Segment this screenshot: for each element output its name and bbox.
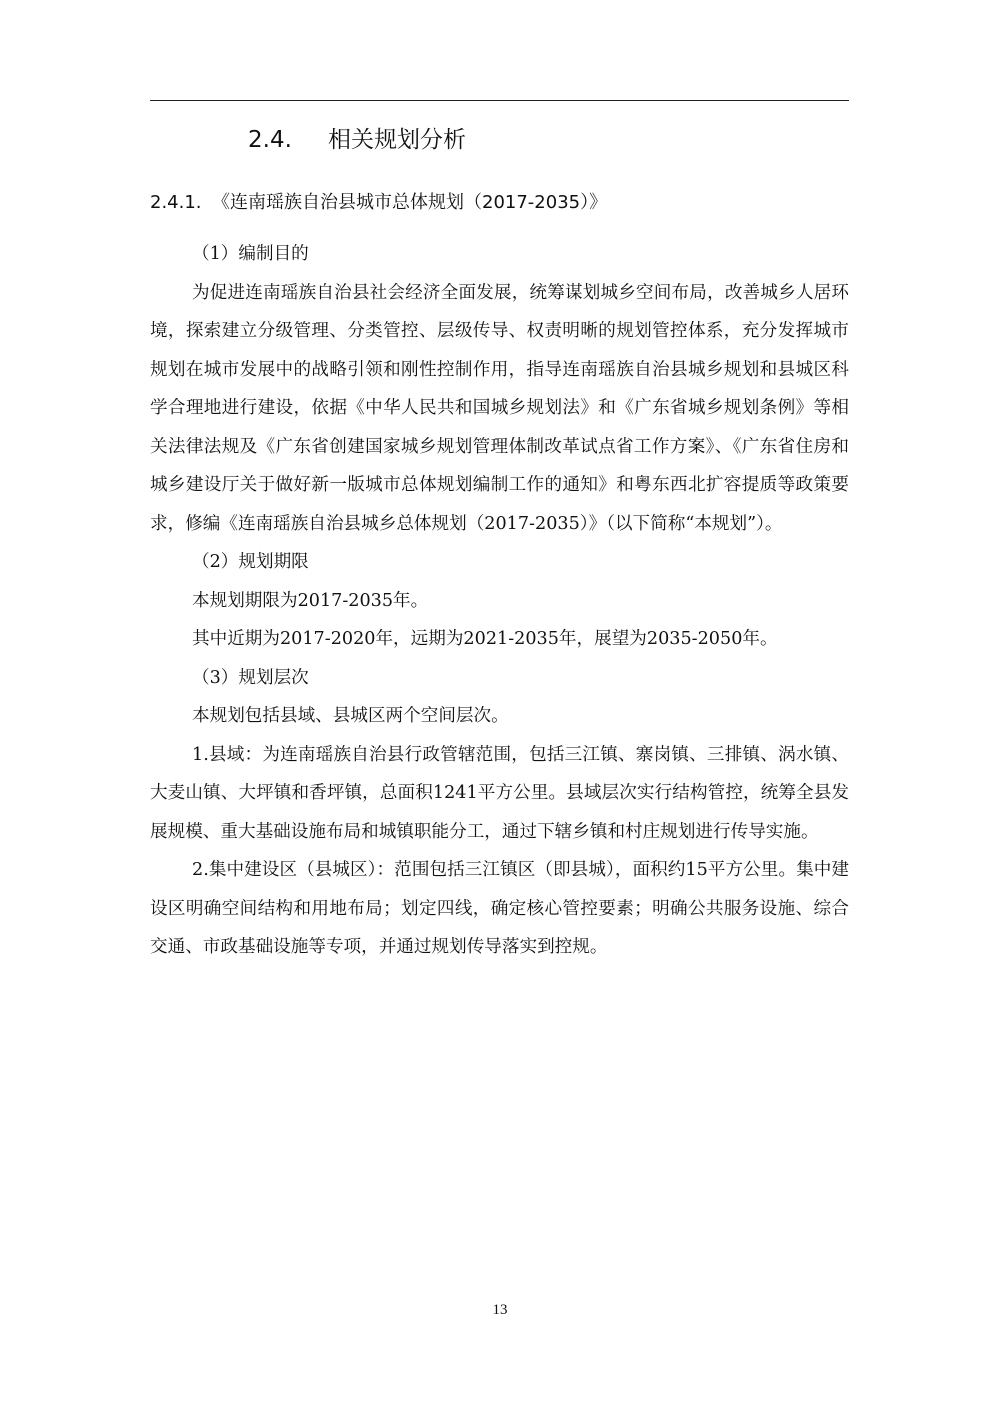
header-rule [150,100,849,101]
paragraph-county-town: 2.集中建设区（县城区）：范围包括三江镇区（即县城），面积约15平方公里。集中建设区明确空间结构和用地布局；划定四线，确定核心管控要素；明确公共服务设施、综合交通、市政基础设施等专项，并通过规划传导落实到控规。 [150,860,849,957]
paragraph-purpose: 为促进连南瑶族自治县社会经济全面发展，统筹谋划城乡空间布局，改善城乡人居环境，探索建立分级管理、分类管控、层级传导、权责明晰的规划管控体系，充分发挥城市规划在城市发展中的战略引领和刚性控制作用，指导连南瑶族自治县城乡规划和县城区科学合理地进行建设，依据《中华人民共和国城乡规划法》和《广东省城乡规划条例》等相关法律法规及《广东省创建国家城乡规划管理体制改革试点省工作方案》、《广东省住房和城乡建设厅关于做好新一版城市总体规划编制工作的通知》和粤东西北扩容提质等政策要求，修编《连南瑶族自治县城乡总体规划（2017-2035）》（以下简称“本规划”）。 [150,282,849,534]
item-heading-levels: （3）规划层次 [192,667,309,688]
section-heading [248,120,466,160]
subsection-heading [150,188,607,218]
paragraph-period: 本规划期限为2017-2035年。 [192,590,429,611]
section-title: 相关规划分析 [328,127,466,153]
body-text [150,235,849,967]
paragraph-period-phases: 其中近期为2017-2020年，远期为2021-2035年，展望为2035-2050年。 [192,629,778,649]
page-number: 13 [492,1302,508,1318]
subsection-number: 2.4.1. [150,192,202,213]
section-number: 2.4. [248,127,292,153]
item-heading-period: （2）规划期限 [192,552,309,572]
subsection-title: 《连南瑶族自治县城市总体规划（2017-2035）》 [212,192,608,213]
paragraph-levels: 本规划包括县域、县城区两个空间层次。 [192,706,509,726]
paragraph-county-domain: 1.县域：为连南瑶族自治县行政管辖范围，包括三江镇、寨岗镇、三排镇、涡水镇、大麦山镇、大坪镇和香坪镇，总面积1241平方公里。县域层次实行结构管控，统筹全县发展规模、重大基础设施布局和城镇职能分工，通过下辖乡镇和村庄规划进行传导实施。 [150,744,849,842]
item-heading-purpose: （1）编制目的 [192,244,309,264]
